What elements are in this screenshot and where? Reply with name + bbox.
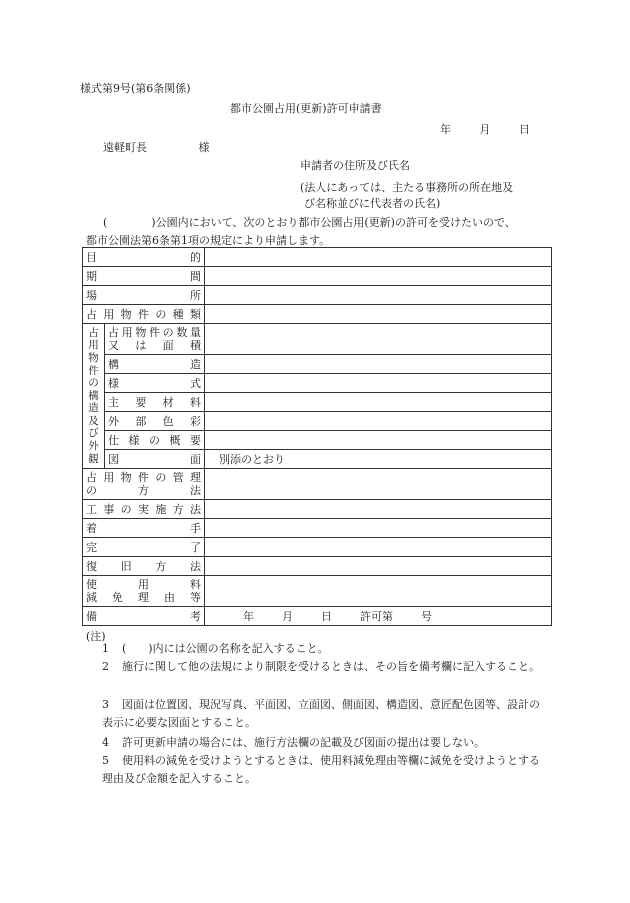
note-text: 使用料の減免を受けようとするときは、使用料減免理由等欄に減免を受けようとする理由及び金額を記入すること。: [102, 754, 540, 785]
label-remarks: 備考: [83, 607, 205, 626]
note-number: 5: [102, 754, 109, 767]
row-drawings: [83, 450, 552, 469]
row-style: [83, 374, 552, 393]
label-kind: 占用物件の種類: [83, 305, 205, 324]
label-structure-group: [83, 324, 105, 469]
applicant-label: 申請者の住所及び氏名: [300, 159, 410, 172]
note-number: 1: [102, 642, 109, 655]
row-spec-summary: [83, 431, 552, 450]
remarks-number: 号: [421, 609, 432, 623]
label-work-method: 工事の実施方法: [83, 500, 205, 519]
row-management: [83, 469, 552, 500]
row-period: [83, 267, 552, 286]
value-purpose[interactable]: [205, 248, 552, 267]
note-item: [102, 696, 550, 732]
value-quantity[interactable]: [205, 324, 552, 355]
form-number: 様式第9号(第6条関係): [80, 82, 191, 95]
remarks-year: 年: [243, 609, 254, 623]
note-text: 図面は位置図、現況写真、平面図、立面図、側面図、構造図、意匠配色図等、設計の表示に必要な図面とすること。: [102, 698, 540, 729]
value-period[interactable]: [205, 267, 552, 286]
label-management: [83, 469, 205, 500]
structure-group-vertical-text: 占用物件の構造及び外観: [88, 326, 99, 465]
value-spec-summary[interactable]: [205, 431, 552, 450]
value-place[interactable]: [205, 286, 552, 305]
label-purpose: 目的: [83, 248, 205, 267]
note-item: [102, 640, 550, 658]
row-remarks: [83, 607, 552, 626]
row-exterior-color: [83, 412, 552, 431]
label-period: 期間: [83, 267, 205, 286]
note-item: [102, 752, 550, 788]
row-construction: [83, 355, 552, 374]
note-text: 許可更新申請の場合には、施行方法欄の記載及び図面の提出は要しない。: [122, 736, 485, 749]
value-construction[interactable]: [205, 355, 552, 374]
application-form-table: [82, 247, 552, 626]
remarks-permit: 許可第: [360, 609, 393, 623]
row-purpose: [83, 248, 552, 267]
label-start: 着手: [83, 519, 205, 538]
body-text-line1: ( )公園内において、次のとおり都市公園占用(更新)の許可を受けたいので、: [103, 216, 516, 229]
row-quantity: [83, 324, 552, 355]
value-management[interactable]: [205, 469, 552, 500]
label-fee-line2: 減免理由等: [86, 591, 201, 604]
value-exterior-color[interactable]: [205, 412, 552, 431]
note-number: 4: [102, 736, 109, 749]
label-management-line1: 占用物件の管理: [86, 471, 201, 484]
row-start: [83, 519, 552, 538]
date-month: 月: [479, 123, 491, 136]
remarks-month: 月: [282, 609, 293, 623]
applicant-note-line1: (法人にあっては、主たる事務所の所在地及: [300, 181, 514, 194]
label-materials: 主要材料: [105, 393, 205, 412]
value-materials[interactable]: [205, 393, 552, 412]
row-work-method: [83, 500, 552, 519]
label-fee: [83, 576, 205, 607]
value-restoration[interactable]: [205, 557, 552, 576]
label-quantity-line1: 占用物件の数量: [108, 326, 201, 339]
value-work-method[interactable]: [205, 500, 552, 519]
label-fee-line1: 使用料: [86, 578, 201, 591]
row-fee: [83, 576, 552, 607]
note-item: [102, 734, 550, 752]
addressee: [103, 139, 210, 155]
notes-heading: (注): [86, 630, 106, 643]
value-drawings[interactable]: 別添のとおり: [205, 450, 552, 469]
value-completion[interactable]: [205, 538, 552, 557]
date-day: 日: [519, 123, 530, 136]
row-restoration: [83, 557, 552, 576]
row-completion: [83, 538, 552, 557]
row-kind: [83, 305, 552, 324]
note-item: [102, 658, 550, 676]
note-number: 2: [102, 660, 109, 673]
label-restoration: 復旧方法: [83, 557, 205, 576]
date-line: [440, 121, 555, 137]
value-fee[interactable]: [205, 576, 552, 607]
label-construction: 構造: [105, 355, 205, 374]
row-materials: [83, 393, 552, 412]
note-text: ( )内には公園の名称を記入すること。: [122, 642, 329, 655]
document-title: 都市公園占用(更新)許可申請書: [230, 102, 382, 115]
label-management-line2: の方法: [86, 484, 201, 497]
label-quantity: [105, 324, 205, 355]
row-place: [83, 286, 552, 305]
label-style: 様式: [105, 374, 205, 393]
date-year: 年: [440, 123, 451, 136]
note-text: 施行に関して他の法規により制限を受けるときは、その旨を備考欄に記入すること。: [122, 660, 540, 673]
label-drawings: 図面: [105, 450, 205, 469]
label-spec-summary: 仕様の概要: [105, 431, 205, 450]
value-style[interactable]: [205, 374, 552, 393]
note-number: 3: [102, 698, 109, 711]
label-completion: 完了: [83, 538, 205, 557]
label-place: 場所: [83, 286, 205, 305]
label-exterior-color: 外部色彩: [105, 412, 205, 431]
value-kind[interactable]: [205, 305, 552, 324]
label-quantity-line2: 又は面積: [108, 339, 201, 352]
applicant-note-line2: び名称並びに代表者の氏名): [304, 197, 441, 210]
value-start[interactable]: [205, 519, 552, 538]
value-remarks[interactable]: [205, 607, 552, 626]
addressee-name: 遠軽町長: [103, 141, 147, 154]
addressee-suffix: 様: [198, 141, 210, 154]
body-text-line2: 都市公園法第6条第1項の規定により申請します。: [86, 234, 331, 247]
remarks-day: 日: [321, 609, 332, 623]
